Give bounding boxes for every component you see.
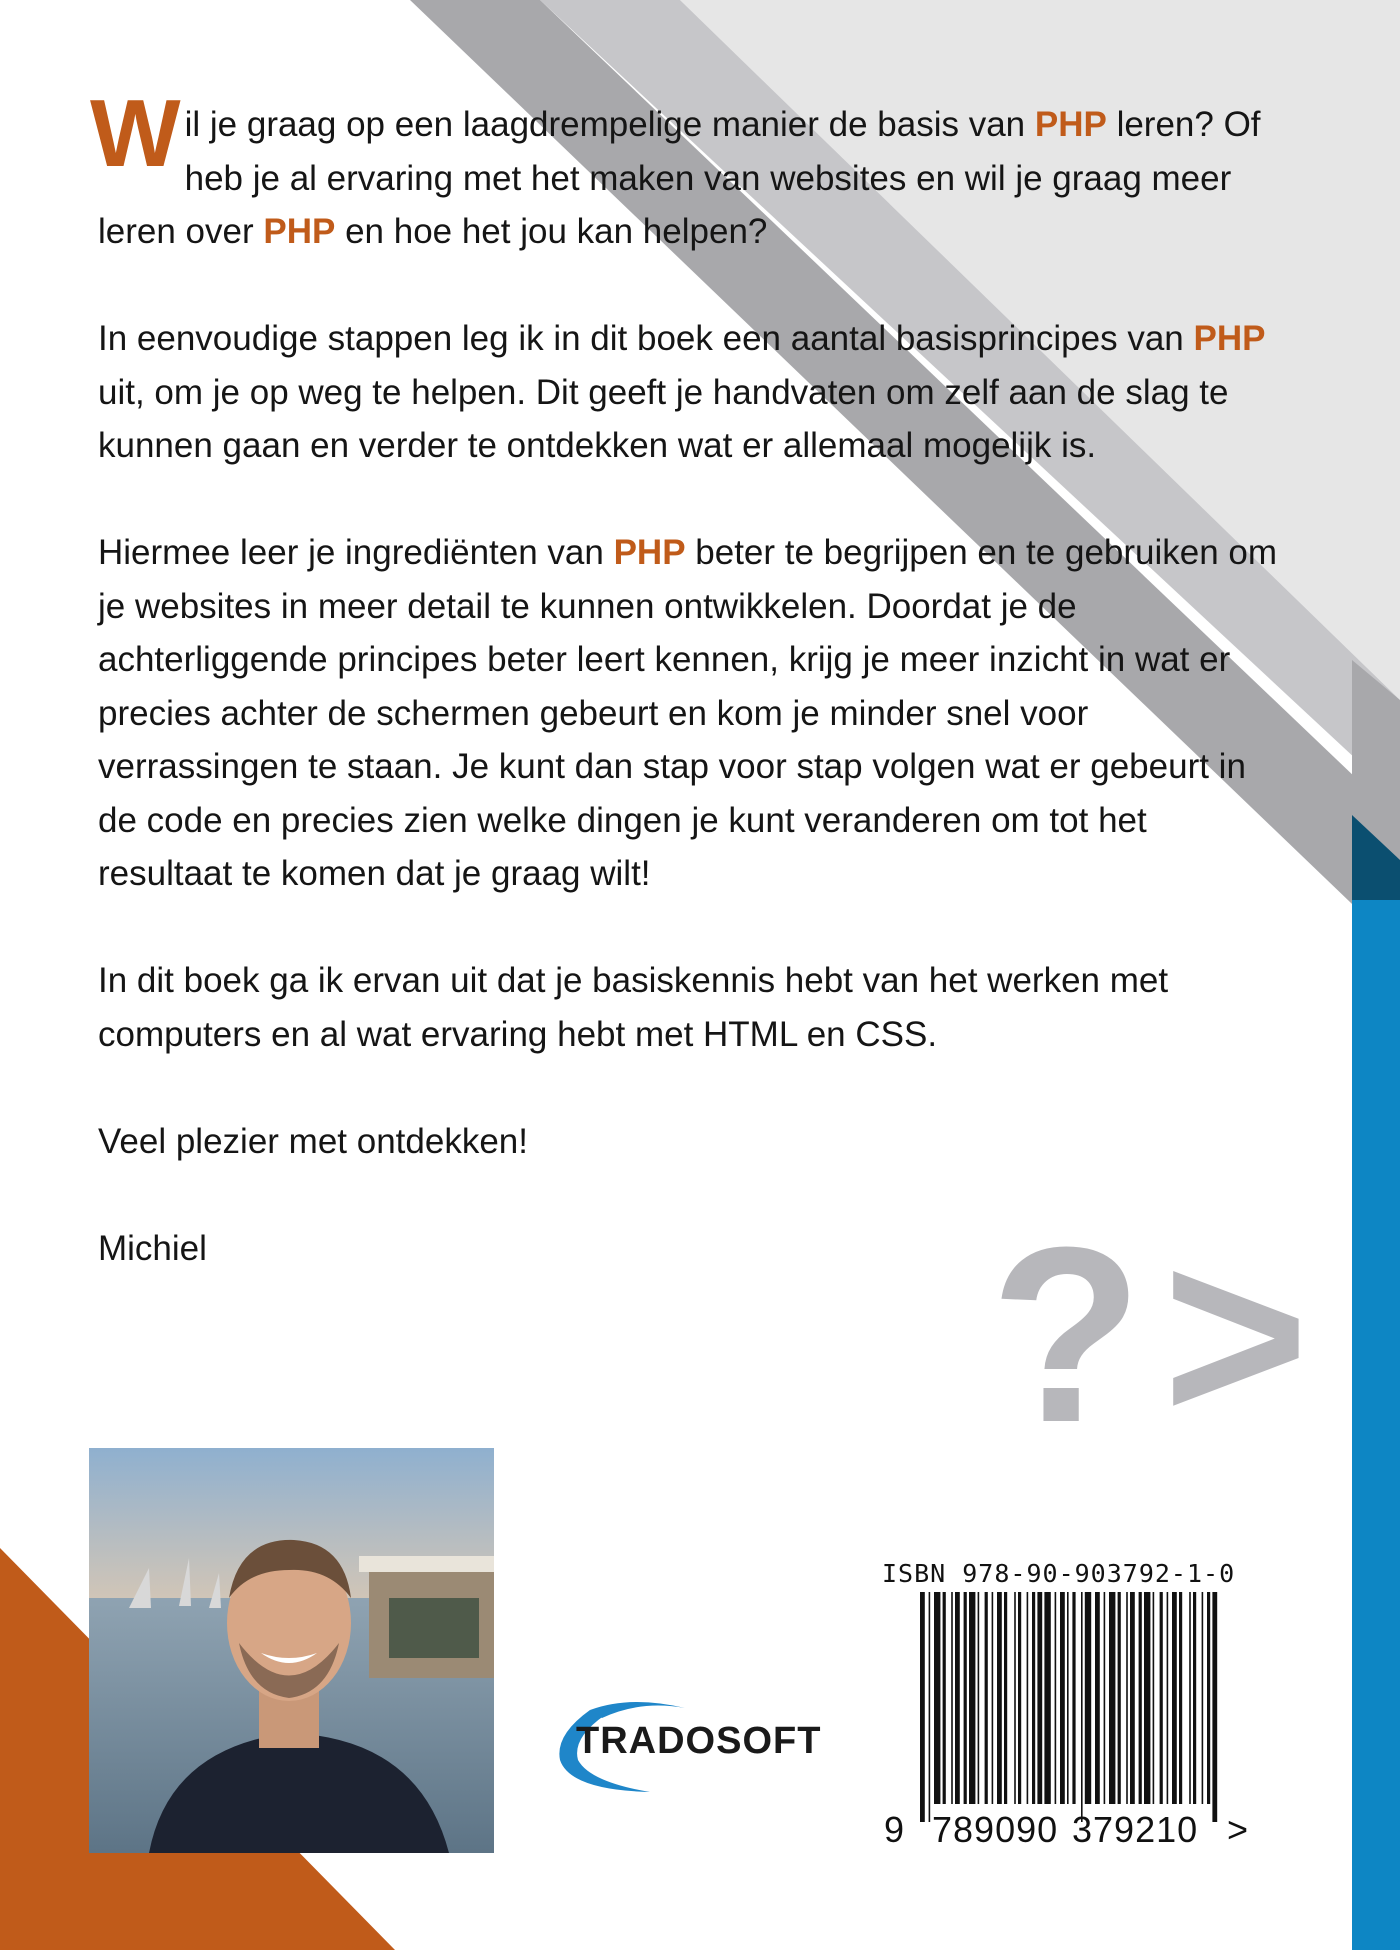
php-highlight: PHP (1193, 319, 1266, 358)
barcode-bar (964, 1592, 967, 1804)
barcode-bar (1085, 1592, 1091, 1804)
barcode-bar (1212, 1592, 1217, 1822)
publisher-logo (550, 1690, 850, 1800)
barcode-group-2: 379210 (1072, 1809, 1199, 1850)
author-signature: Michiel (98, 1228, 207, 1268)
barcode-bar (1144, 1592, 1150, 1804)
barcode-bar (1081, 1592, 1083, 1822)
drop-cap: W (90, 80, 181, 187)
barcode-bar (1067, 1592, 1069, 1804)
php-highlight: PHP (1034, 105, 1107, 144)
barcode-bar (1130, 1592, 1135, 1804)
barcode-bar (969, 1592, 975, 1804)
paragraph-prerequisites: In dit boek ga ik ervan uit dat je basiskennis hebt van het werken met computers en al wat ervaring hebt met HTML en CSS. (98, 961, 1169, 1054)
barcode-bar (1004, 1592, 1007, 1804)
barcode-bar (1104, 1592, 1106, 1804)
author-photo (89, 1448, 494, 1853)
barcode-marker: > (1227, 1809, 1249, 1850)
barcode-bar (1189, 1592, 1191, 1804)
isbn-number: ISBN 978-90-903792-1-0 (882, 1559, 1236, 1588)
barcode-bar (997, 1592, 1002, 1804)
barcode-group-1: 789090 (932, 1809, 1059, 1850)
barcode-bar (992, 1592, 994, 1804)
barcode-bar (1027, 1592, 1029, 1804)
barcode-bar (1160, 1592, 1163, 1804)
barcode-bar (1167, 1592, 1169, 1804)
barcode-bar (955, 1592, 960, 1804)
barcode-bar (951, 1592, 953, 1804)
barcode-bar (978, 1592, 980, 1804)
barcode-bar (1032, 1592, 1035, 1804)
barcode-bar (1193, 1592, 1196, 1804)
php-highlight: PHP (613, 533, 686, 572)
barcode-bar (1202, 1592, 1204, 1804)
barcode-bar (1126, 1592, 1128, 1804)
barcode-bar (929, 1592, 931, 1822)
barcode-bar (1109, 1592, 1115, 1804)
barcode-bar (1118, 1592, 1121, 1804)
blue-band (1352, 900, 1400, 1950)
barcode-bar (1095, 1592, 1100, 1804)
paragraph-ingredients: Hiermee leer je ingrediënten van PHP beter te begrijpen en te gebruiken om je websites in meer detail te kunnen ontwikkelen. Doordat je de achterliggende principes beter leert kennen, krijg je meer inzicht in wat er precies achter de schermen gebeurt en kom je minder snel voor verrassingen te staan. Je kunt dan stap voor stap volgen wat er gebeurt in de code en precies zien welke dingen je kunt veranderen om tot het resultaat te komen dat je graag wilt! (98, 533, 1278, 893)
barcode-bar (1018, 1592, 1021, 1804)
barcode-bar (943, 1592, 946, 1804)
php-closing-tag: ?> (990, 1195, 1329, 1474)
barcode-bar (1072, 1592, 1075, 1804)
barcode-bar (920, 1592, 925, 1822)
barcode-bar (1037, 1592, 1042, 1804)
publisher-name: TRADOSOFT (576, 1720, 822, 1762)
barcode-bar (934, 1592, 940, 1804)
barcode-bar (1014, 1592, 1016, 1804)
barcode-bar (1060, 1592, 1065, 1804)
paragraph-steps: In eenvoudige stappen leg ik in dit boek een aantal basisprincipes van PHP uit, om je op weg te helpen. Dit geeft je handvaten om zelf aan de slag te kunnen gaan en verder te ontdekken wat er allemaal mogelijk is. (98, 319, 1266, 465)
barcode-bar (1139, 1592, 1142, 1804)
barcode-bar (1055, 1592, 1057, 1804)
paragraph-closing: Veel plezier met ontdekken! (98, 1121, 528, 1161)
barcode-bar (1179, 1592, 1182, 1804)
back-cover-text (90, 80, 1278, 1329)
barcode-bar (1172, 1592, 1177, 1804)
barcode (918, 1592, 1220, 1822)
barcode-bar (1044, 1592, 1050, 1804)
intro-paragraph: Wil je graag op een laagdrempelige manier de basis van PHP leren? Of heb je al ervaring met het maken van websites en wil je graag meer leren over PHP en hoe het jou kan helpen? (90, 80, 1261, 251)
barcode-bar (985, 1592, 988, 1804)
barcode-first-digit: 9 (884, 1809, 905, 1850)
barcode-bar (1153, 1592, 1155, 1804)
barcode-bar (1207, 1592, 1210, 1804)
php-highlight: PHP (263, 212, 336, 251)
